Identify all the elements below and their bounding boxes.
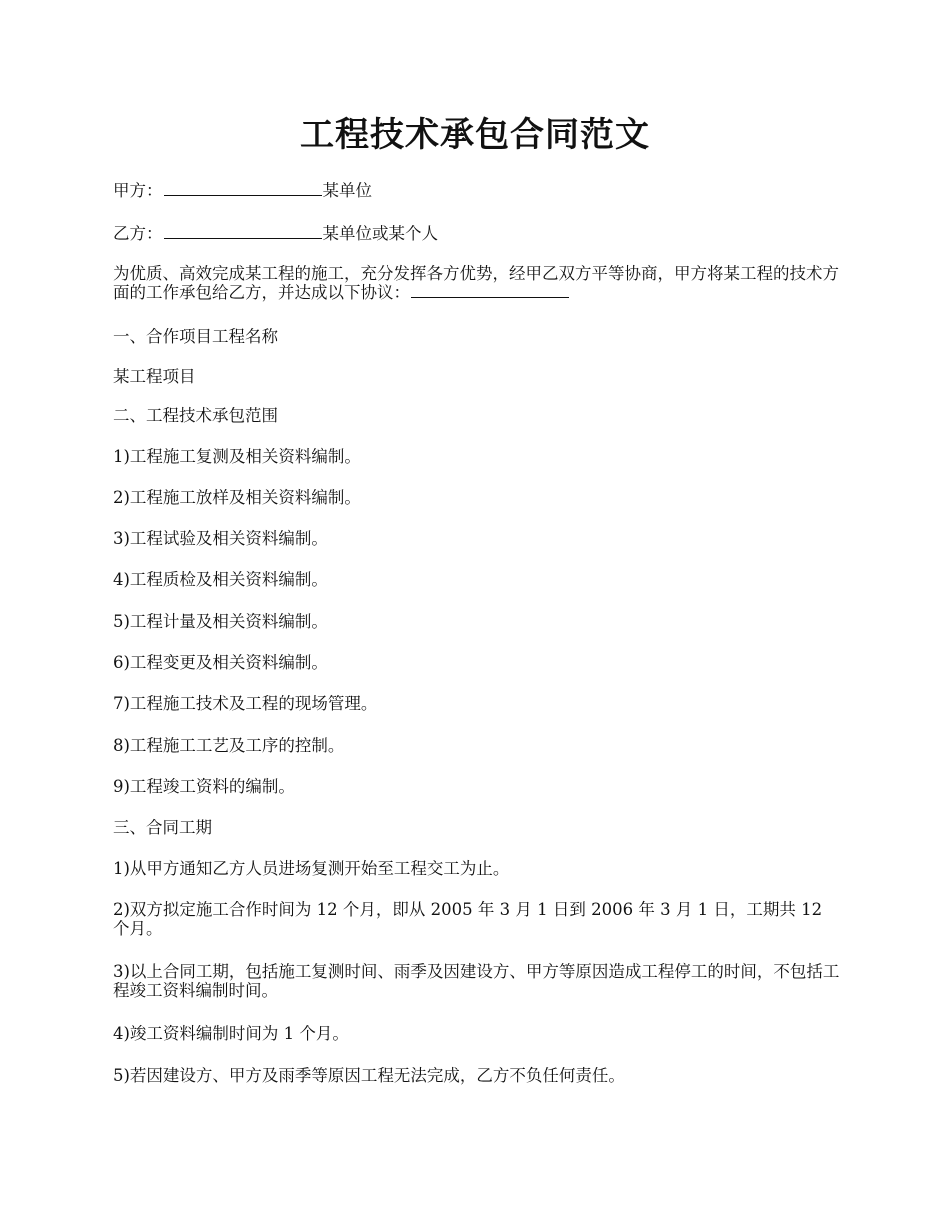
party-b-value: 某单位或某个人 (322, 224, 438, 243)
party-b-label: 乙方： (113, 224, 163, 243)
document-title: 工程技术承包合同范文 (300, 115, 650, 155)
list-item: 9)工程竣工资料的编制。 (113, 777, 295, 796)
party-a-blank (164, 181, 322, 196)
section1-heading: 一、合作项目工程名称 (113, 327, 278, 346)
list-item: 4)工程质检及相关资料编制。 (113, 570, 328, 589)
list-item: 3)以上合同工期，包括施工复测时间、雨季及因建设方、甲方等原因造成工程停工的时间，不包括工程竣工资料编制时间。 (113, 962, 840, 1000)
list-item: 1)工程施工复测及相关资料编制。 (113, 447, 361, 466)
section1-content: 某工程项目 (113, 367, 196, 386)
party-b-line (113, 224, 843, 243)
party-a-label: 甲方： (113, 181, 163, 200)
list-item: 7)工程施工技术及工程的现场管理。 (113, 694, 378, 713)
list-item: 3)工程试验及相关资料编制。 (113, 529, 328, 548)
list-item: 1)从甲方通知乙方人员进场复测开始至工程交工为止。 (113, 859, 510, 878)
list-item: 8)工程施工工艺及工序的控制。 (113, 736, 345, 755)
party-b-blank (164, 224, 322, 239)
intro-paragraph (113, 264, 843, 302)
intro-text: 为优质、高效完成某工程的施工，充分发挥各方优势，经甲乙双方平等协商，甲方将某工程的技术方面的工作承包给乙方，并达成以下协议： (113, 264, 839, 302)
list-item: 5)工程计量及相关资料编制。 (113, 612, 328, 631)
list-item: 2)工程施工放样及相关资料编制。 (113, 488, 361, 507)
section2-heading: 二、工程技术承包范围 (113, 406, 278, 425)
intro-blank (411, 283, 569, 298)
list-item: 2)双方拟定施工合作时间为 12 个月，即从 2005 年 3 月 1 日到 2006 年 3 月 1 日，工期共 12 个月。 (113, 900, 823, 938)
party-a-value: 某单位 (322, 181, 372, 200)
list-item: 6)工程变更及相关资料编制。 (113, 653, 328, 672)
list-item: 5)若因建设方、甲方及雨季等原因工程无法完成，乙方不负任何责任。 (113, 1066, 625, 1085)
party-a-line (113, 181, 843, 200)
section3-heading: 三、合同工期 (113, 818, 212, 837)
list-item: 4)竣工资料编制时间为 1 个月。 (113, 1024, 349, 1043)
